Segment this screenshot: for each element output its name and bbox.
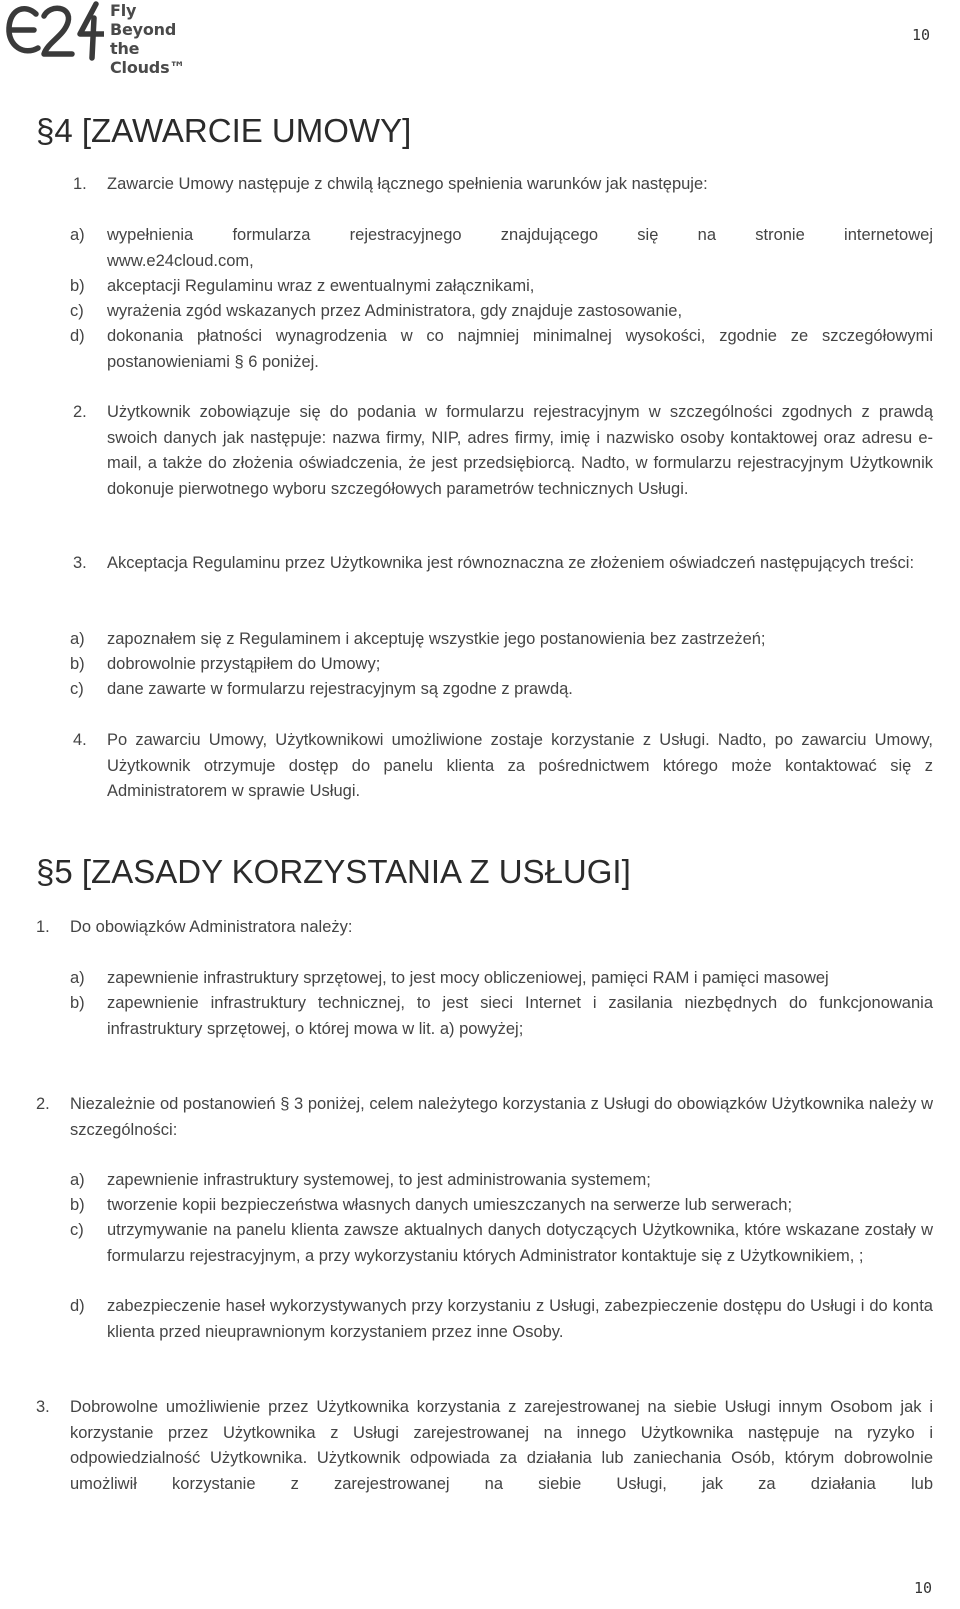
list-item-text: akceptacji Regulaminu wraz z ewentualnymi załącznikami, (107, 277, 535, 295)
page-number-bottom: 10 (914, 1579, 933, 1597)
section-5-p2-number: 2. (36, 1095, 50, 1113)
list-item-text: utrzymywanie na panelu klienta zawsze aktualnych danych dotyczących Użytkownika, które wskazane zostały w formularzu rejestracyjnym, a przy wykorzystaniu których Administrator kontaktuje się z Użytkownikiem, ; (107, 1221, 933, 1265)
logo-tagline-line: Fly (110, 1, 137, 20)
list-label: b) (70, 277, 85, 295)
list-item-text: zapewnienie infrastruktury technicznej, to jest sieci Internet i zasilania niezbędnych do funkcjonowania infrastruktury sprzętowej, o której mowa w lit. a) powyżej; (107, 994, 933, 1038)
section-5-p1-text: Do obowiązków Administratora należy: (70, 918, 353, 936)
list-label: c) (70, 1221, 84, 1239)
list-item-text: zapewnienie infrastruktury sprzętowej, to jest mocy obliczeniowej, pamięci RAM i pamięci masowej (107, 969, 829, 987)
list-item-text: zabezpieczenie haseł wykorzystywanych przy korzystaniu z Usługi, zabezpieczenie dostępu do Usługi i do konta klienta przed nieuprawnionym korzystaniem przez inne Osoby. (107, 1297, 933, 1341)
list-label: c) (70, 680, 84, 698)
company-logo (4, 0, 204, 77)
section-4-p3-number: 3. (73, 554, 87, 572)
section-4-p4-text: Po zawarciu Umowy, Użytkownikowi umożliwione zostaje korzystanie z Usługi. Nadto, po zawarciu Umowy, Użytkownik otrzymuje dostęp do panelu klienta za pośrednictwem którego może kontaktować się z Administratorem w sprawie Usługi. (107, 731, 933, 800)
list-item-text: dane zawarte w formularzu rejestracyjnym są zgodne z prawdą. (107, 680, 573, 698)
list-label: b) (70, 1196, 85, 1214)
list-item-text: wypełnienia formularza rejestracyjnego znajdującego się na stronie internetowej (107, 226, 933, 244)
logo-tagline-line: Beyond (110, 20, 177, 39)
section-4-p2-number: 2. (73, 403, 87, 421)
section-4-p1-text: Zawarcie Umowy następuje z chwilą łącznego spełnienia warunków jak następuje: (107, 175, 708, 193)
list-label: a) (70, 969, 85, 987)
list-label: b) (70, 655, 85, 673)
list-label: b) (70, 994, 85, 1012)
section-5-p3-text: Dobrowolne umożliwienie przez Użytkownika korzystania z zarejestrowanej na siebie Usługi innym Osobom jak i korzystanie przez Użytkownika z Usługi zarejestrowanej na innego Użytkownika następuje na ryzyko i odpowiedzialność Użytkownika. Użytkownik odpowiada za działania lub zaniechania Osób, którym dobrowolnie umożliwił korzystanie z zarejestrowanej na siebie Usługi, jak za działania lub (70, 1398, 933, 1493)
logo-tagline (110, 1, 204, 77)
section-5-p1-number: 1. (36, 918, 50, 936)
section-4-p3-text: Akceptacja Regulaminu przez Użytkownika jest równoznaczna ze złożeniem oświadczeń następujących treści: (107, 554, 915, 572)
section-5-p3-number: 3. (36, 1398, 50, 1416)
list-item-text: zapewnienie infrastruktury systemowej, to jest administrowania systemem; (107, 1171, 651, 1189)
list-label: a) (70, 226, 85, 244)
list-label: d) (70, 327, 85, 345)
section-4-p4-number: 4. (73, 731, 87, 749)
section-4-p2-text: Użytkownik zobowiązuje się do podania w formularzu rejestracyjnym w szczególności zgodnych z prawdą swoich danych jak następuje: nazwa firmy, NIP, adres firmy, imię i nazwisko osoby kontaktowej oraz adresu e-mail, a także do złożenia oświadczenia, że jest przedsiębiorcą. Nadto, w formularzu rejestracyjnym Użytkownik dokonuje pierwotnego wyboru szczegółowych parametrów technicznych Usługi. (107, 403, 933, 498)
e24-logo-mark (4, 0, 104, 62)
list-item-text: tworzenie kopii bezpieczeństwa własnych danych umieszczanych na serwerze lub serwerach; (107, 1196, 793, 1214)
section-4-p1-number: 1. (73, 175, 87, 193)
section-5-p2-text: Niezależnie od postanowień § 3 poniżej, celem należytego korzystania z Usługi do obowiązków Użytkownika należy w szczególności: (70, 1095, 933, 1139)
list-item-text-continued: www.e24cloud.com, (107, 252, 254, 270)
list-label: a) (70, 630, 85, 648)
section-4-title: §4 [ZAWARCIE UMOWY] (36, 112, 412, 149)
list-item-text: wyrażenia zgód wskazanych przez Administratora, gdy znajduje zastosowanie, (107, 302, 683, 320)
list-label: d) (70, 1297, 85, 1315)
list-item-text: dokonania płatności wynagrodzenia w co najmniej minimalnej wysokości, zgodnie ze szczegółowymi postanowieniami § 6 poniżej. (107, 327, 933, 371)
list-item-text: zapoznałem się z Regulaminem i akceptuję wszystkie jego postanowienia bez zastrzeżeń; (107, 630, 766, 648)
section-5-title: §5 [ZASADY KORZYSTANIA Z USŁUGI] (36, 853, 631, 890)
list-label: c) (70, 302, 84, 320)
logo-tagline-line: the Clouds™ (110, 39, 186, 77)
list-item-text: dobrowolnie przystąpiłem do Umowy; (107, 655, 381, 673)
list-label: a) (70, 1171, 85, 1189)
page-number-top: 10 (912, 26, 931, 44)
